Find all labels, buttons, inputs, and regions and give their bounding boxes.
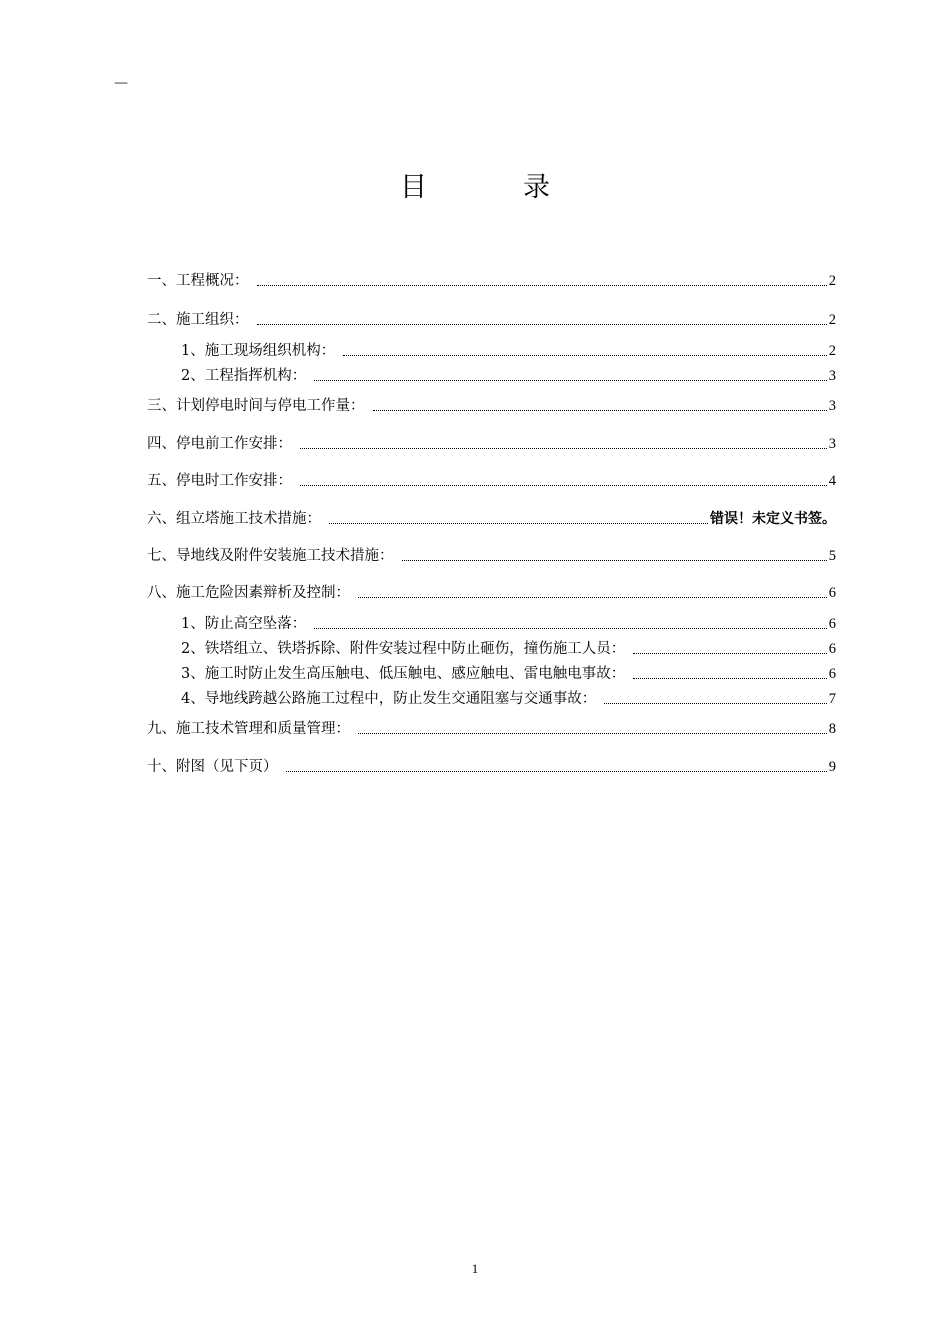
toc-entry[interactable] [147, 719, 836, 739]
toc-entry-label: 十、附图（见下页） [147, 759, 278, 775]
toc-entry-label: 二、施工组织： [147, 312, 249, 328]
toc-entry-page: 9 [828, 759, 836, 775]
toc-leader-dots [329, 522, 708, 524]
toc-entry-page: 6 [828, 641, 836, 657]
title-char-left: 目 [400, 172, 427, 203]
toc-entry[interactable] [147, 271, 836, 291]
toc-leader-dots [633, 652, 827, 654]
toc-entry[interactable] [147, 310, 836, 330]
toc-entry-page: 3 [828, 368, 836, 384]
title-char-right: 录 [523, 172, 550, 203]
toc-leader-dots [286, 770, 827, 772]
toc-entry[interactable] [147, 583, 836, 603]
toc-entry[interactable] [147, 471, 836, 491]
toc-entry[interactable] [147, 396, 836, 416]
toc-entry-page: 8 [828, 721, 836, 737]
toc-entry-label: 八、施工危险因素辩析及控制： [147, 585, 350, 601]
toc-entry-page: 6 [828, 666, 836, 682]
toc-leader-dots [358, 732, 827, 734]
toc-entry-page: 7 [828, 691, 836, 707]
toc-entry-page: 5 [828, 548, 836, 564]
toc-leader-dots [343, 354, 827, 356]
toc-entry[interactable] [181, 664, 836, 684]
toc-entry-label: 五、停电时工作安排： [147, 473, 292, 489]
toc-leader-dots [402, 559, 827, 561]
toc-entry-label: 一、工程概况： [147, 273, 249, 289]
toc-leader-dots [314, 627, 827, 629]
toc-entry-label: 3、施工时防止发生高压触电、低压触电、感应触电、雷电触电事故： [181, 666, 626, 682]
toc-entry-label: 三、计划停电时间与停电工作量： [147, 398, 365, 414]
toc-entry-page: 6 [828, 616, 836, 632]
toc-entry-label: 四、停电前工作安排： [147, 436, 292, 452]
toc-leader-dots [300, 447, 827, 449]
toc-entry-label: 2、工程指挥机构： [181, 368, 307, 384]
toc-entry-page-error: 错误！未定义书签。 [710, 511, 836, 527]
toc-entry[interactable] [181, 366, 836, 386]
toc-entry-label: 七、导地线及附件安装施工技术措施： [147, 548, 394, 564]
toc-entry-page: 3 [828, 436, 836, 452]
toc-entry-page: 4 [828, 473, 836, 489]
toc-entry[interactable] [181, 689, 836, 709]
toc-entry[interactable] [147, 546, 836, 566]
toc-entry[interactable] [147, 434, 836, 454]
toc-entry-label: 1、施工现场组织机构： [181, 343, 336, 359]
toc-entry-page: 2 [828, 343, 836, 359]
toc-entry[interactable] [181, 639, 836, 659]
toc-entry-page: 2 [828, 312, 836, 328]
toc-leader-dots [257, 323, 827, 325]
toc-entry-label: 1、防止高空坠落： [181, 616, 307, 632]
toc-entry[interactable] [147, 757, 836, 777]
toc-leader-dots [373, 409, 827, 411]
toc-entry-label: 九、施工技术管理和质量管理： [147, 721, 350, 737]
toc-leader-dots [604, 702, 827, 704]
toc-leader-dots [257, 284, 827, 286]
toc-entry-page: 3 [828, 398, 836, 414]
toc-entry-label: 4、导地线跨越公路施工过程中，防止发生交通阻塞与交通事故： [181, 691, 597, 707]
toc-entry-page: 2 [828, 273, 836, 289]
toc-entry[interactable] [181, 341, 836, 361]
toc-entry[interactable] [181, 614, 836, 634]
toc-entry-page: 6 [828, 585, 836, 601]
toc-leader-dots [358, 596, 827, 598]
toc-leader-dots [314, 379, 827, 381]
toc-leader-dots [300, 484, 827, 486]
footer-page-number: 1 [471, 1261, 479, 1276]
toc-entry-label: 六、组立塔施工技术措施： [147, 511, 321, 527]
toc-leader-dots [633, 677, 827, 679]
header-mark: — [114, 75, 128, 91]
toc-entry-label: 2、铁塔组立、铁塔拆除、附件安装过程中防止砸伤，撞伤施工人员： [181, 641, 626, 657]
toc-entry[interactable] [147, 509, 836, 529]
